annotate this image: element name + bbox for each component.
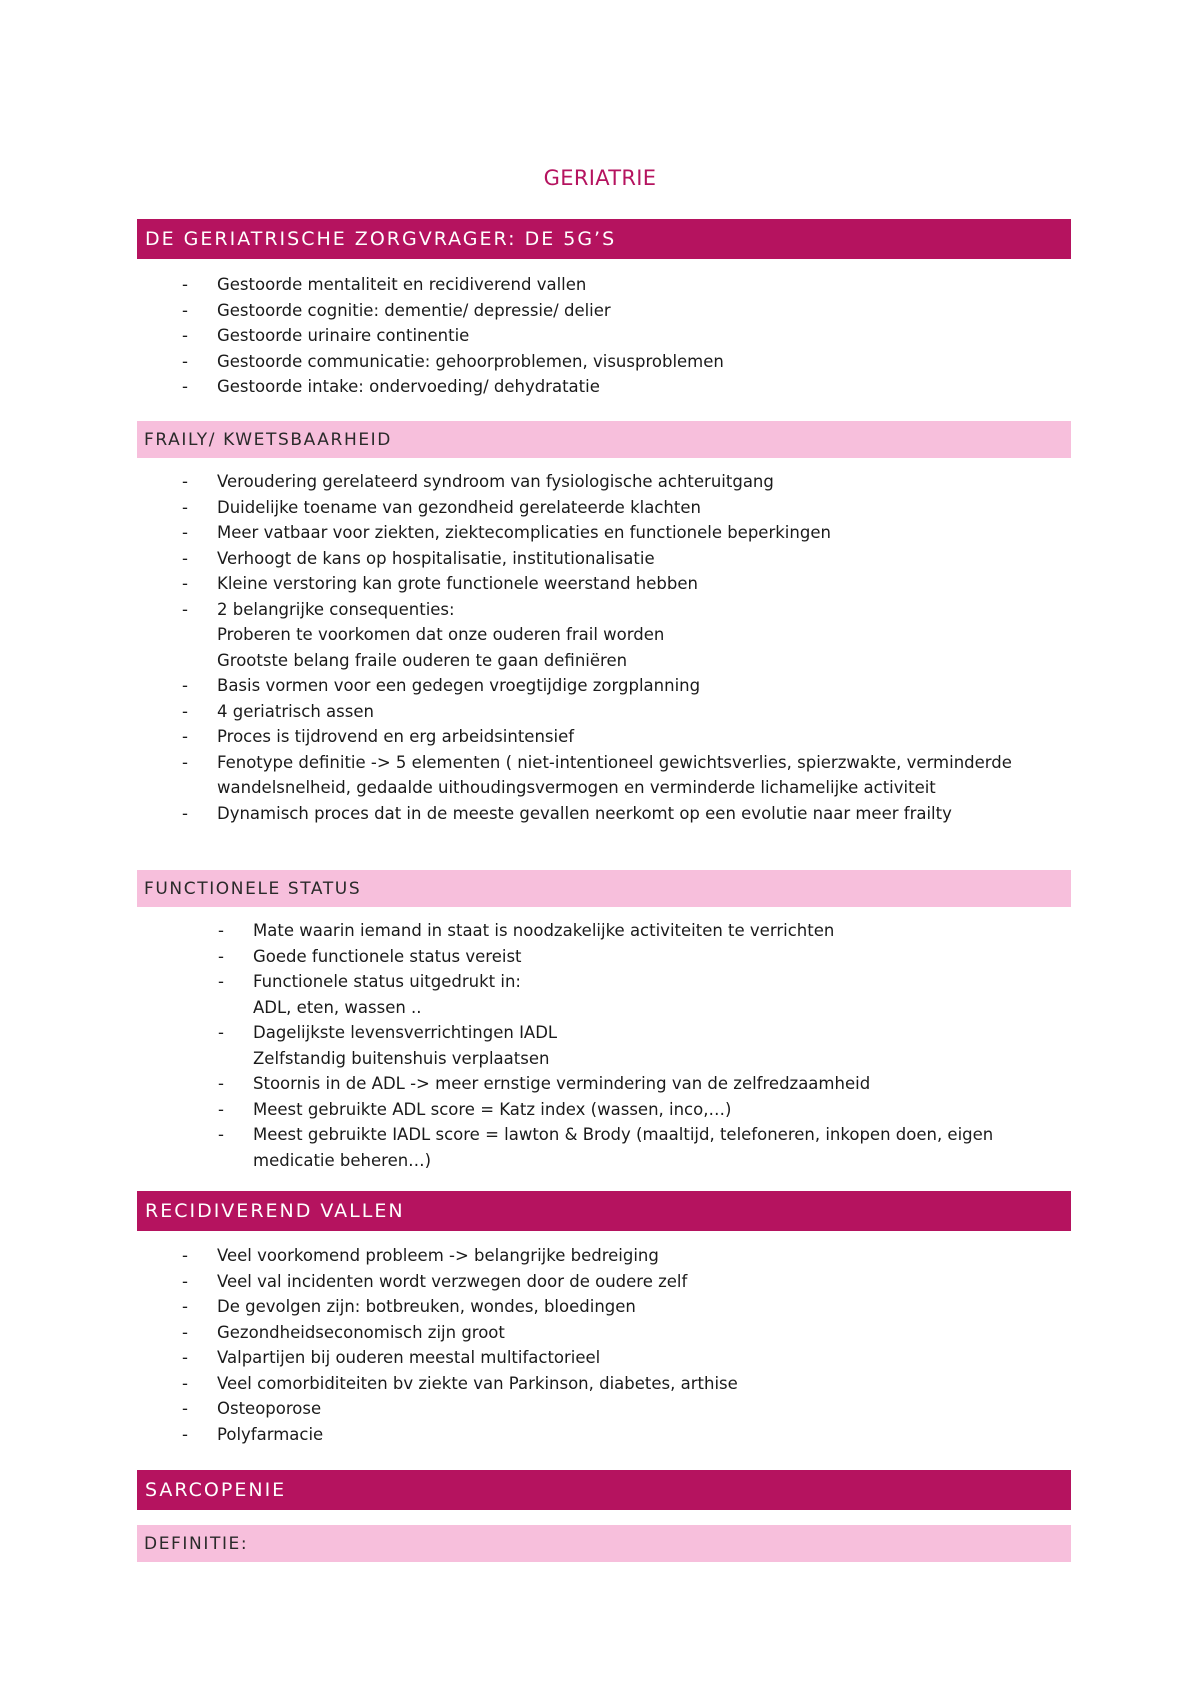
list-item: - Gestoorde cognitie: dementie/ depressie/ delier — [182, 300, 611, 320]
list-item: - Dynamisch proces dat in de meeste gevallen neerkomt op een evolutie naar meer frailty — [182, 803, 952, 823]
section-heading-frailty: FRAILY/ KWETSBAARHEID — [137, 421, 1071, 458]
section-heading-recurrent-falls: RECIDIVEREND VALLEN — [137, 1191, 1071, 1231]
list-item: - Kleine verstoring kan grote functionele weerstand hebben — [182, 574, 698, 593]
list-item: - Veroudering gerelateerd syndroom van fysiologische achteruitgang — [182, 472, 774, 491]
list-item: - Meest gebruikte IADL score = lawton & Brody (maaltijd, telefoneren, inkopen doen, eigen medicatie beheren…) — [218, 1125, 994, 1170]
section-heading-definition: DEFINITIE: — [137, 1525, 1071, 1562]
section-heading-sarcopenia: SARCOPENIE — [137, 1470, 1071, 1510]
list-item: - Gezondheidseconomisch zijn groot — [182, 1322, 505, 1342]
list-recurrent-falls — [0, 1243, 1200, 1447]
list-item: - Functionele status uitgedrukt in: ADL, eten, wassen .. — [218, 972, 521, 1017]
section-heading-functional-status: FUNCTIONELE STATUS — [137, 870, 1071, 907]
list-item: - De gevolgen zijn: botbreuken, wondes, bloedingen — [182, 1297, 636, 1316]
list-item: - Fenotype definitie -> 5 elementen ( niet-intentioneel gewichtsverlies, spierzwakte, verminderde wandelsnelheid, gedaalde uithoudingsvermogen en verminderde lichamelijke activiteit — [182, 752, 1012, 797]
list-5gs — [0, 272, 1200, 400]
list-item: - 4 geriatrisch assen — [182, 701, 374, 721]
list-item: - Stoornis in de ADL -> meer ernstige vermindering van de zelfredzaamheid — [218, 1074, 871, 1093]
list-item: - Verhoogt de kans op hospitalisatie, institutionalisatie — [182, 548, 655, 568]
list-item: - Gestoorde intake: ondervoeding/ dehydratatie — [182, 377, 600, 396]
list-item: - Proces is tijdrovend en erg arbeidsintensief — [182, 727, 575, 746]
list-item: - Osteoporose — [182, 1399, 322, 1418]
list-item: - Polyfarmacie — [182, 1424, 324, 1444]
list-item: - Dagelijkste levensverrichtingen IADL Zelfstandig buitenshuis verplaatsen — [218, 1023, 558, 1068]
list-item: - Gestoorde mentaliteit en recidiverend vallen — [182, 275, 587, 294]
list-item: - 2 belangrijke consequenties: Proberen te voorkomen dat onze ouderen frail worden Grootste belang fraile ouderen te gaan definiëren — [182, 599, 665, 670]
section-heading-5gs: DE GERIATRISCHE ZORGVRAGER: DE 5G’S — [137, 219, 1071, 259]
list-item: - Goede functionele status vereist — [218, 946, 522, 966]
list-item: - Basis vormen voor een gedegen vroegtijdige zorgplanning — [182, 676, 701, 695]
list-item: - Meest gebruikte ADL score = Katz index (wassen, inco,…) — [218, 1099, 732, 1119]
list-item: - Gestoorde communicatie: gehoorproblemen, visusproblemen — [182, 351, 724, 371]
list-item: - Meer vatbaar voor ziekten, ziektecomplicaties en functionele beperkingen — [182, 523, 831, 542]
list-frailty — [0, 469, 1200, 826]
list-item: - Veel voorkomend probleem -> belangrijke bedreiging — [182, 1246, 659, 1265]
list-item: - Valpartijen bij ouderen meestal multifactorieel — [182, 1348, 601, 1367]
list-item: - Veel val incidenten wordt verzwegen door de oudere zelf — [182, 1271, 688, 1291]
list-item: - Mate waarin iemand in staat is noodzakelijke activiteiten te verrichten — [218, 921, 835, 940]
document-title: GERIATRIE — [543, 166, 657, 190]
list-functional-status — [0, 918, 1200, 1173]
list-item: - Duidelijke toename van gezondheid gerelateerde klachten — [182, 497, 701, 517]
list-item: - Gestoorde urinaire continentie — [182, 326, 470, 345]
list-item: - Veel comorbiditeiten bv ziekte van Parkinson, diabetes, arthise — [182, 1373, 738, 1393]
